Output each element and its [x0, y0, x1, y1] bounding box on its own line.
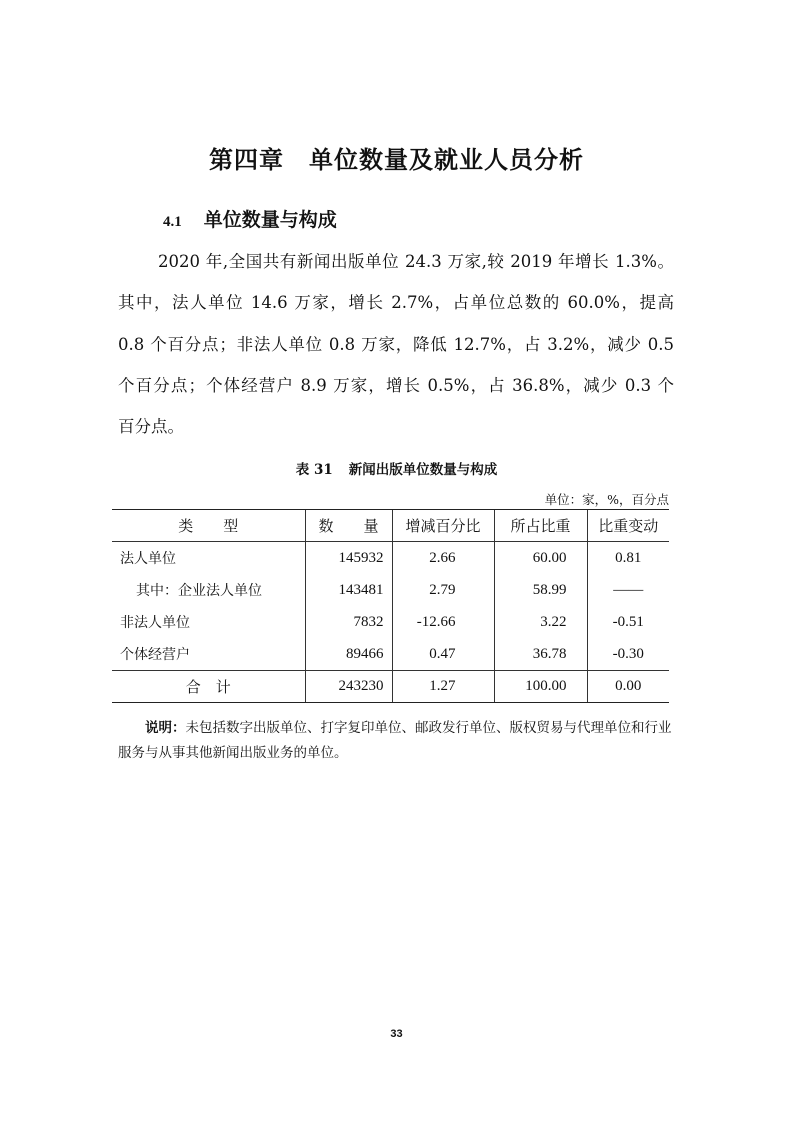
section-number: 4.1 — [163, 214, 182, 230]
table-caption — [0, 458, 793, 478]
row-share-change: —— — [587, 574, 669, 606]
total-share-change: 0.00 — [587, 671, 669, 703]
row-share-change: 0.81 — [587, 542, 669, 575]
header-change: 增减百分比 — [392, 510, 494, 542]
page-number: 33 — [390, 1028, 403, 1040]
paragraph-line: 个百分点；个体经营户 8.9 万家，增长 0.5%，占 36.8%，减少 0.3 个 — [118, 376, 674, 395]
row-share: 3.22 — [494, 606, 587, 638]
table-number: 表 31 — [295, 462, 333, 478]
row-change: 2.66 — [392, 542, 494, 575]
header-share-change: 比重变动 — [587, 510, 669, 542]
table-note — [118, 716, 674, 766]
row-share-change: -0.51 — [587, 606, 669, 638]
paragraph-line: 百分点。 — [118, 417, 184, 436]
total-share: 100.00 — [494, 671, 587, 703]
note-label: 说明： — [145, 720, 186, 736]
row-count: 143481 — [305, 574, 392, 606]
row-type: 法人单位 — [120, 551, 176, 567]
table-row — [112, 638, 669, 671]
section-heading — [163, 205, 337, 232]
chapter-title: 第四章 单位数量及就业人员分析 — [209, 145, 584, 174]
header-count: 数 量 — [305, 510, 392, 542]
table-total-row — [112, 671, 669, 703]
row-change: 2.79 — [392, 574, 494, 606]
row-share-change: -0.30 — [587, 638, 669, 671]
row-share: 36.78 — [494, 638, 587, 671]
header-share: 所占比重 — [494, 510, 587, 542]
row-count: 89466 — [305, 638, 392, 671]
section-title: 单位数量与构成 — [203, 209, 337, 231]
row-change: -12.66 — [392, 606, 494, 638]
table-row — [112, 542, 669, 575]
row-type: 个体经营户 — [120, 647, 190, 663]
table-row — [112, 574, 669, 606]
paragraph-line: 其中，法人单位 14.6 万家，增长 2.7%，占单位总数的 60.0%，提高 — [118, 293, 674, 312]
row-type: 其中：企业法人单位 — [136, 583, 262, 599]
table-header-row — [112, 510, 669, 542]
total-change: 1.27 — [392, 671, 494, 703]
paragraph-line: 0.8 个百分点；非法人单位 0.8 万家，降低 12.7%，占 3.2%，减少 0.5 — [118, 335, 674, 354]
row-share: 60.00 — [494, 542, 587, 575]
units-table — [112, 509, 669, 703]
total-label: 合 计 — [112, 671, 305, 703]
total-count: 243230 — [305, 671, 392, 703]
table-row — [112, 606, 669, 638]
table-unit: 单位：家，%，百分点 — [544, 492, 669, 507]
note-text: 未包括数字出版单位、打字复印单位、邮政发行单位、版权贸易与代理单位和行业服务与从事其他新闻出版业务的单位。 — [118, 720, 672, 761]
row-share: 58.99 — [494, 574, 587, 606]
paragraph-line: 2020 年,全国共有新闻出版单位 24.3 万家,较 2019 年增长 1.3%。 — [158, 252, 674, 271]
table-title: 新闻出版单位数量与构成 — [348, 462, 498, 478]
header-type: 类 型 — [112, 510, 305, 542]
row-type: 非法人单位 — [120, 615, 190, 631]
row-count: 145932 — [305, 542, 392, 575]
body-paragraph — [118, 248, 674, 448]
row-change: 0.47 — [392, 638, 494, 671]
row-count: 7832 — [305, 606, 392, 638]
